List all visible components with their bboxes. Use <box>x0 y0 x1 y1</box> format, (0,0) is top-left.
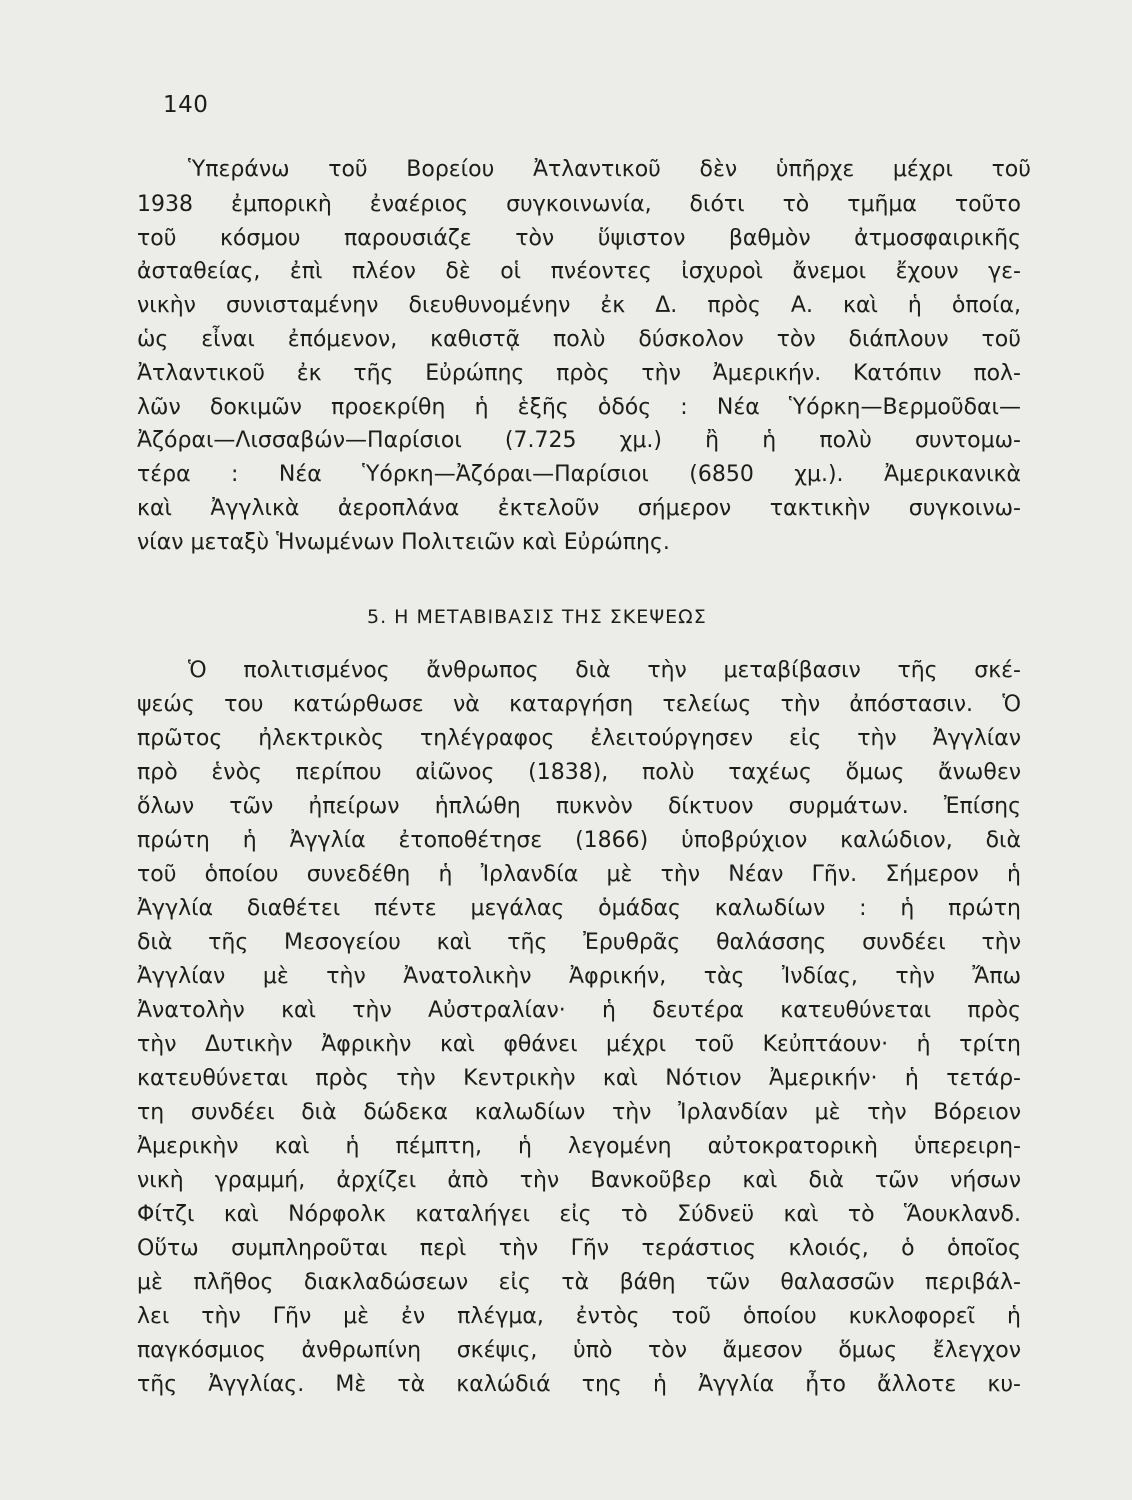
text-line: νίαν μεταξὺ Ἡνωμένων Πολιτειῶν καὶ Εὐρώπης. <box>137 530 670 555</box>
text-line: Ἀνατολὴν καὶ τὴν Αὐστραλίαν· ἡ δευτέρα κατευθύνεται πρὸς <box>137 998 1021 1023</box>
text-line: ἀσταθείας, ἐπὶ πλέον δὲ οἱ πνέοντες ἰσχυροὶ ἄνεμοι ἔχουν γε- <box>137 259 1021 284</box>
text-line: Ἀγγλία διαθέτει πέντε μεγάλας ὁμάδας καλωδίων : ἡ πρώτη <box>137 896 1021 921</box>
text-line: πρῶτος ἠλεκτρικὸς τηλέγραφος ἐλειτούργησεν εἰς τὴν Ἀγγλίαν <box>137 726 1021 751</box>
text-line: ὅλων τῶν ἠπείρων ἡπλώθη πυκνὸν δίκτυον συρμάτων. Ἐπίσης <box>137 794 1021 819</box>
text-line: παγκόσμιος ἀνθρωπίνη σκέψις, ὑπὸ τὸν ἄμεσον ὅμως ἔλεγχον <box>137 1338 1021 1363</box>
text-line: νικὴ γραμμή, ἀρχίζει ἀπὸ τὴν Βανκοῦβερ καὶ διὰ τῶν νήσων <box>137 1168 1021 1193</box>
text-line: Φίτζι καὶ Νόρφολκ καταλήγει εἰς τὸ Σύδνεϋ καὶ τὸ Ἅουκλανδ. <box>137 1202 1021 1227</box>
text-line: μὲ πλῆθος διακλαδώσεων εἰς τὰ βάθη τῶν θαλασσῶν περιβάλ- <box>137 1270 1021 1295</box>
text-line: ψεώς του κατώρθωσε νὰ καταργήση τελείως τὴν ἀπόστασιν. Ὁ <box>137 692 1021 717</box>
text-line: τέρα : Νέα Ὑόρκη—Ἀζόραι—Παρίσιοι (6850 χμ.). Ἀμερικανικὰ <box>137 462 1021 487</box>
text-line: τοῦ κόσμου παρουσιάζε τὸν ὕψιστον βαθμὸν ἀτμοσφαιρικῆς <box>137 226 1021 251</box>
text-line: πρὸ ἑνὸς περίπου αἰῶνος (1838), πολὺ ταχέως ὅμως ἄνωθεν <box>137 760 1021 785</box>
page-number: 140 <box>163 92 209 118</box>
text-line: Ἀγγλίαν μὲ τὴν Ἀνατολικὴν Ἀφρικήν, τὰς Ἰνδίας, τὴν Ἄπω <box>137 964 1021 989</box>
text-line: λει τὴν Γῆν μὲ ἐν πλέγμα, ἐντὸς τοῦ ὁποίου κυκλοφορεῖ ἡ <box>137 1304 1021 1329</box>
text-line: νικὴν συνισταμένην διευθυνομένην ἐκ Δ. πρὸς Α. καὶ ἡ ὁποία, <box>137 293 1021 318</box>
text-line: τοῦ ὁποίου συνεδέθη ἡ Ἰρλανδία μὲ τὴν Νέαν Γῆν. Σήμερον ἡ <box>137 862 1021 887</box>
text-line: τη συνδέει διὰ δώδεκα καλωδίων τὴν Ἰρλανδίαν μὲ τὴν Βόρειον <box>137 1100 1021 1125</box>
text-line: Οὕτω συμπληροῦται περὶ τὴν Γῆν τεράστιος κλοιός, ὁ ὁποῖος <box>137 1236 1021 1261</box>
text-line: Ὁ πολιτισμένος ἄνθρωπος διὰ τὴν μεταβίβασιν τῆς σκέ- <box>188 658 1021 683</box>
text-line: κατευθύνεται πρὸς τὴν Κεντρικὴν καὶ Νότιον Ἀμερικήν· ἡ τετάρ- <box>137 1066 1021 1091</box>
text-line: ὡς εἶναι ἐπόμενον, καθιστᾷ πολὺ δύσκολον τὸν διάπλουν τοῦ <box>137 327 1021 352</box>
text-line: Ὑπεράνω τοῦ Βορείου Ἀτλαντικοῦ δὲν ὑπῆρχε μέχρι τοῦ <box>188 157 1031 182</box>
section-heading: 5. Η ΜΕΤΑΒΙΒΑΣΙΣ ΤΗΣ ΣΚΕΨΕΩΣ <box>367 606 707 628</box>
text-line: Ἀμερικὴν καὶ ἡ πέμπτη, ἡ λεγομένη αὐτοκρατορικὴ ὑπερειρη- <box>137 1134 1021 1159</box>
text-line: διὰ τῆς Μεσογείου καὶ τῆς Ἐρυθρᾶς θαλάσσης συνδέει τὴν <box>137 930 1021 955</box>
text-line: πρώτη ἡ Ἀγγλία ἐτοποθέτησε (1866) ὑποβρύχιον καλώδιον, διὰ <box>137 828 1021 853</box>
text-line: καὶ Ἀγγλικὰ ἀεροπλάνα ἐκτελοῦν σήμερον τακτικὴν συγκοινω- <box>137 496 1021 521</box>
text-line: λῶν δοκιμῶν προεκρίθη ἡ ἑξῆς ὁδός : Νέα Ὑόρκη—Βερμοῦδαι— <box>137 395 1021 420</box>
text-line: Ἀτλαντικοῦ ἐκ τῆς Εὐρώπης πρὸς τὴν Ἀμερικήν. Κατόπιν πολ- <box>137 361 1021 386</box>
text-line: Ἀζόραι—Λισσαβών—Παρίσιοι (7.725 χμ.) ἢ ἡ πολὺ συντομω- <box>137 428 1021 453</box>
text-line: τὴν Δυτικὴν Ἀφρικὴν καὶ φθάνει μέχρι τοῦ Κεὐπτάουν· ἡ τρίτη <box>137 1032 1021 1057</box>
text-line: τῆς Ἀγγλίας. Μὲ τὰ καλώδιά της ἡ Ἀγγλία ἦτο ἄλλοτε κυ- <box>137 1372 1021 1397</box>
text-line: 1938 ἐμπορικὴ ἐναέριος συγκοινωνία, διότι τὸ τμῆμα τοῦτο <box>137 192 1021 217</box>
